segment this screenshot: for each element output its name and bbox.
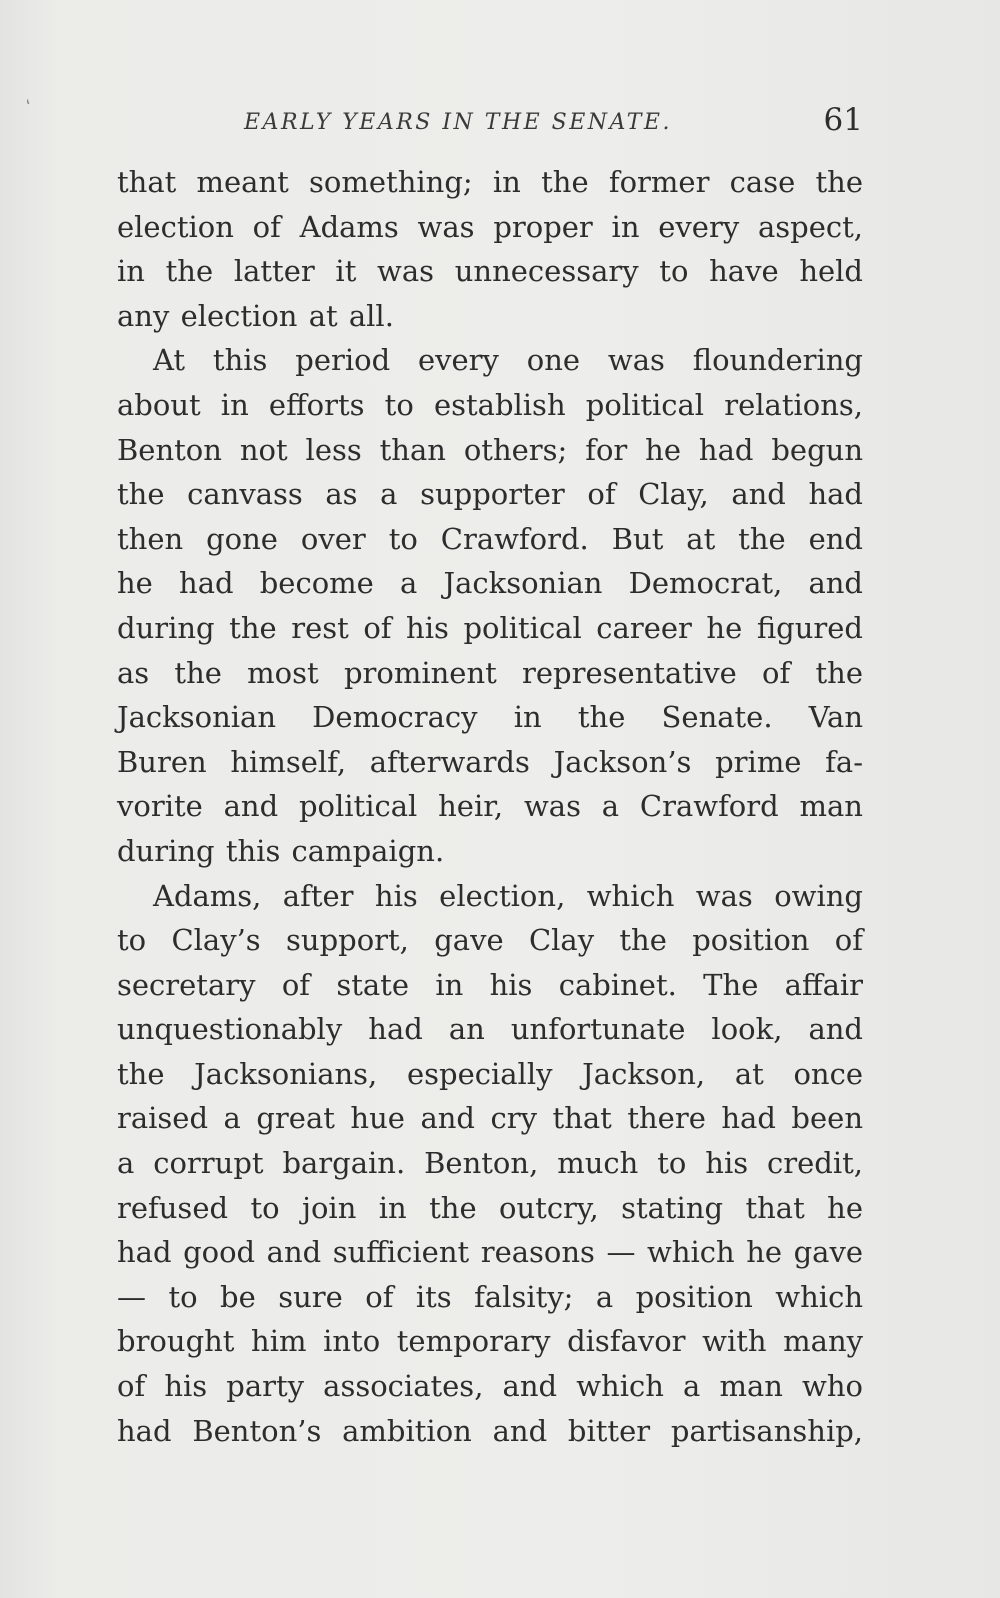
- text-line: the canvass as a supporter of Clay, and had: [117, 477, 863, 512]
- text-line: that meant something; in the former case the: [117, 165, 863, 199]
- text-line: vorite and political heir, was a Crawford man: [117, 789, 863, 824]
- text-line: a corrupt bargain. Benton, much to his credit,: [117, 1146, 863, 1181]
- text-line: brought him into temporary disfavor with many: [117, 1324, 863, 1359]
- text-line: during this campaign.: [117, 833, 445, 868]
- text-line: At this period every one was floundering: [153, 343, 863, 378]
- text-line: had good and sufficient reasons — which he gave: [117, 1235, 863, 1270]
- text-line: about in efforts to establish political relations,: [117, 387, 863, 422]
- text-line: he had become a Jacksonian Democrat, and: [117, 566, 863, 601]
- text-line: during the rest of his political career he figured: [117, 610, 863, 645]
- text-line: Jacksonian Democracy in the Senate. Van: [117, 700, 863, 735]
- margin-mark: ‘: [22, 96, 40, 117]
- text-line: in the latter it was unnecessary to have held: [117, 254, 863, 289]
- text-line: of his party associates, and which a man who: [117, 1369, 863, 1404]
- text-line: — to be sure of its falsity; a position which: [117, 1279, 863, 1314]
- text-line: as the most prominent representative of the: [117, 655, 863, 690]
- text-line: unquestionably had an unfortunate look, and: [117, 1012, 863, 1047]
- text-line: secretary of state in his cabinet. The affair: [117, 967, 863, 1002]
- running-title: EARLY YEARS IN THE SENATE.: [244, 110, 672, 135]
- text-line: to Clay’s support, gave Clay the position of: [117, 923, 863, 958]
- text-line: then gone over to Crawford. But at the end: [117, 521, 863, 556]
- text-line: refused to join in the outcry, stating that he: [117, 1190, 863, 1225]
- text-line: the Jacksonians, especially Jackson, at once: [117, 1056, 863, 1091]
- running-head: [117, 100, 863, 140]
- text-line: Buren himself, afterwards Jackson’s prime fa-: [117, 744, 863, 779]
- body-text: [117, 160, 863, 1453]
- text-line: Benton not less than others; for he had begun: [117, 432, 863, 467]
- text-line: Adams, after his election, which was owing: [153, 878, 863, 913]
- page-number: 61: [823, 102, 863, 138]
- text-line: election of Adams was proper in every aspect,: [117, 209, 863, 244]
- text-line: raised a great hue and cry that there had been: [117, 1101, 863, 1136]
- text-line: had Benton’s ambition and bitter partisanship,: [117, 1413, 863, 1448]
- text-line: any election at all.: [117, 298, 394, 333]
